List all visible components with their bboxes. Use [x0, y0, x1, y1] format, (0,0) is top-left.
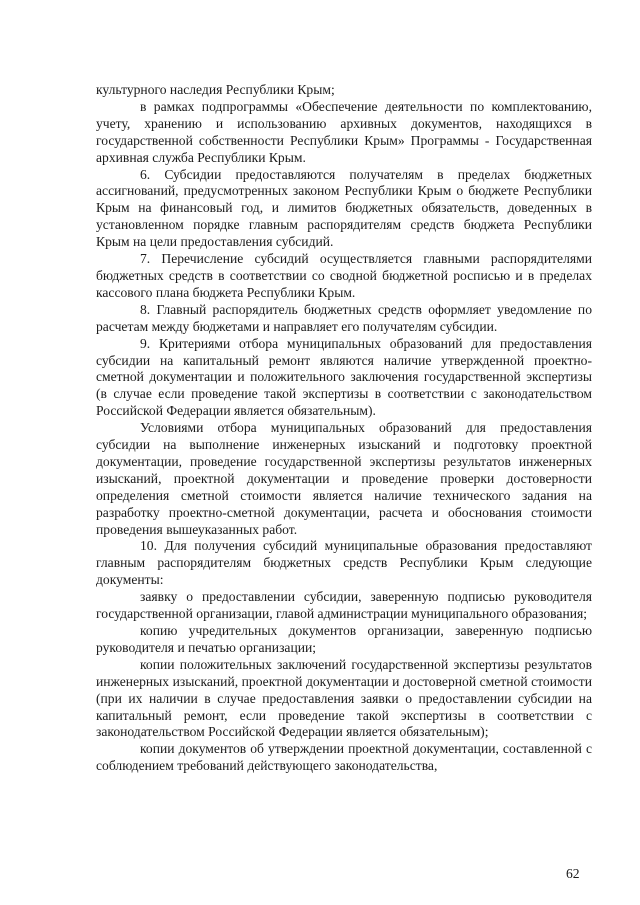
paragraph-selection-conditions: Условиями отбора муниципальных образований для предоставления субсидии на выполнение инженерных изысканий и подготовку проектной документации, проведение государственной экспертизы результатов инженерных изысканий, проектной документации и проведение проверки достоверности определения сметной стоимости является наличие технического задания на разработку проектно-сметной документации, расчета и обоснования стоимости проведения вышеуказанных работ. — [96, 420, 592, 537]
document-body — [96, 82, 592, 775]
page-number: 62 — [566, 866, 580, 881]
paragraph-expertise-copies: копии положительных заключений государственной экспертизы результатов инженерных изысканий, проектной документации и достоверной сметной стоимости (при их наличии в случае предоставления заявки о предоставлении субсидии на капитальный ремонт, если проведение такой экспертизы в соответствии с законодательством Российской Федерации является обязательным); — [96, 656, 592, 740]
paragraph-item-7: 7. Перечисление субсидий осуществляется главными распорядителями бюджетных средств в соответствии со сводной бюджетной росписью и в пределах кассового плана бюджета Республики Крым. — [96, 251, 592, 300]
paragraph-application: заявку о предоставлении субсидии, заверенную подписью руководителя государственной организации, главой администрации муниципального образования; — [96, 589, 592, 622]
paragraph-subprogram-archive: в рамках подпрограммы «Обеспечение деятельности по комплектованию, учету, хранению и использованию архивных документов, находящихся в государственной собственности Республики Крым» Программы - Государственная архивная служба Республики Крым. — [96, 98, 592, 165]
paragraph-item-6: 6. Субсидии предоставляются получателям в пределах бюджетных ассигнований, предусмотренных законом Республики Крым о бюджете Республики Крым на финансовый год, и лимитов бюджетных обязательств, доведенных в установленном порядке главным распорядителям средств бюджета Республики Крым на цели предоставления субсидий. — [96, 166, 592, 250]
paragraph-item-9: 9. Критериями отбора муниципальных образований для предоставления субсидии на капитальный ремонт являются наличие утвержденной проектно-сметной документации и положительного заключения государственной экспертизы (в случае если проведение такой экспертизы в соответствии с законодательством Российской Федерации является обязательным). — [96, 335, 592, 419]
paragraph-item-8: 8. Главный распорядитель бюджетных средств оформляет уведомление по расчетам между бюджетами и направляет его получателям субсидии. — [96, 301, 592, 334]
paragraph-approval-copies: копии документов об утверждении проектной документации, составленной с соблюдением требований действующего законодательства, — [96, 741, 592, 774]
paragraph-charter-copy: копию учредительных документов организации, заверенную подписью руководителя и печатью организации; — [96, 623, 592, 655]
paragraph-item-10: 10. Для получения субсидий муниципальные образования предоставляют главным распорядителям бюджетных средств Республики Крым следующие документы: — [96, 538, 592, 588]
paragraph-continuation: культурного наследия Республики Крым; — [96, 82, 335, 97]
